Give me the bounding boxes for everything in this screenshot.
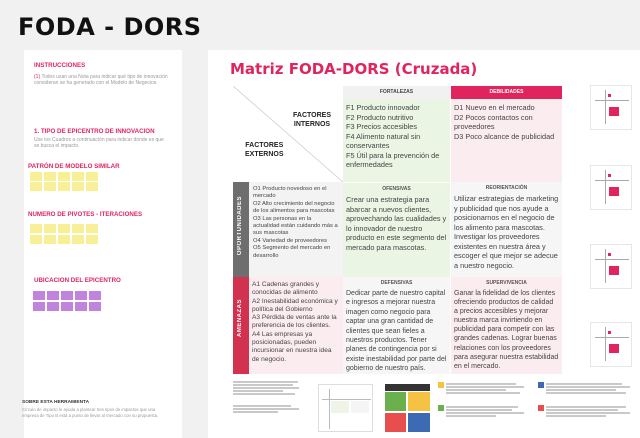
section-patron-title: PATRÓN DE MODELO SIMILAR	[28, 163, 120, 170]
fortaleza-item: F4 Alimento natural sin conservantes	[346, 131, 421, 150]
section-ubicacion-title: UBICACION DEL EPICENTRO	[34, 277, 121, 284]
thumbnail-matrix-2[interactable]	[590, 165, 632, 210]
amenazas-label-cell	[233, 277, 249, 374]
sticky-note[interactable]	[30, 224, 42, 233]
sticky-note[interactable]	[89, 302, 101, 311]
oportunidades-label-cell	[233, 182, 249, 277]
reorientacion-header: REORIENTACIÓN	[485, 185, 528, 191]
sticky-note[interactable]	[75, 291, 87, 300]
sticky-note[interactable]	[47, 302, 59, 311]
sticky-note[interactable]	[72, 224, 84, 233]
legend-text-1	[446, 383, 526, 395]
instructions-text	[34, 74, 169, 87]
sticky-note[interactable]	[58, 224, 70, 233]
sticky-note[interactable]	[44, 224, 56, 233]
instructions-body: Todos usan una Nota para indicar qué tipo de innovación consideran se ha generado con el Modelo de Negocios.	[34, 74, 168, 87]
instructions-panel	[24, 50, 182, 438]
legend-text-3	[546, 383, 632, 395]
sticky-notes-yellow-row-4[interactable]	[30, 235, 98, 244]
legend-marker-red	[538, 405, 544, 411]
sticky-note[interactable]	[47, 291, 59, 300]
fortaleza-item: F3 Precios accesibles	[346, 122, 417, 131]
fortalezas-header: FORTALEZAS	[343, 86, 450, 99]
about-text: Círculo de impacto le ayuda a plantear tres tipos de impactos que una empresa de Tipo B está a punto de llevar al mercado con su propuesta.	[22, 407, 159, 418]
debilidad-item: D2 Pocos contactos con proveedores	[454, 112, 533, 131]
corner-internal-label: FACTORES INTERNOS	[293, 112, 331, 128]
bottom-info-text	[233, 381, 303, 396]
instructions-title: INSTRUCCIONES	[34, 62, 86, 69]
sticky-note[interactable]	[58, 182, 70, 191]
sticky-note[interactable]	[58, 235, 70, 244]
sticky-note[interactable]	[30, 172, 42, 181]
sticky-note[interactable]	[44, 172, 56, 181]
debilidades-cell	[451, 99, 562, 182]
sticky-note[interactable]	[44, 182, 56, 191]
supervivencia-cell	[451, 277, 562, 374]
supervivencia-header: SUPERVIVENCIA	[486, 280, 527, 286]
legend-text-2	[446, 406, 526, 418]
sticky-note[interactable]	[86, 224, 98, 233]
thumbnail-matrix-3[interactable]	[590, 244, 632, 289]
thumbnail-blank-matrix[interactable]	[318, 384, 373, 432]
ofensivas-cell	[343, 182, 450, 277]
thumbnail-matrix-1[interactable]	[590, 85, 632, 130]
defensivas-header: DEFENSIVAS	[380, 280, 413, 286]
sticky-note[interactable]	[89, 291, 101, 300]
legend-marker-green	[438, 405, 444, 411]
amenazas-label: AMENAZAS	[237, 299, 243, 337]
ofensivas-text: Crear una estrategia para abarcar a nuevos clientes, aprovechando las cualidades y lo innovador de nuestro producto en este segmento del mercado para mascotas.	[346, 195, 447, 252]
sticky-note[interactable]	[72, 182, 84, 191]
legend-marker-yellow	[438, 382, 444, 388]
supervivencia-text: Ganar la fidelidad de los clientes ofreciendo productos de calidad a precios accesibles y mejorar nuestra marca invirtiendo en publicidad para competir con las grandes cadenas. Lograr buenas relaciones con los proveedores para asegurar nuestra estabilidad en el mercado.	[454, 290, 559, 370]
defensivas-cell	[343, 277, 450, 374]
debilidad-item: D1 Nuevo en el mercado	[454, 103, 535, 112]
sticky-notes-yellow-row-3[interactable]	[30, 224, 98, 233]
sticky-notes-yellow-row-1[interactable]	[30, 172, 98, 181]
sticky-notes-purple-row-2[interactable]	[33, 302, 101, 311]
sticky-note[interactable]	[44, 235, 56, 244]
section-epicentro-text: Use los Cuadros a continuación para indicar donde es que se busca el impacto.	[34, 137, 164, 150]
section-pivotes-title: NUMERO DE PIVOTES - ITERACIONES	[28, 211, 143, 218]
sticky-note[interactable]	[86, 182, 98, 191]
amenazas-cell: A1 Cadenas grandes y conocidas de alimento A2 Inestabilidad económica y política del Gobierno A3 Pérdida de ventas ante la preferencia de los clientes. A4 Las empresas ya posicionadas, pueden incursionar en nuestra idea de negocio.	[249, 277, 343, 374]
sticky-note[interactable]	[30, 182, 42, 191]
sticky-note[interactable]	[72, 172, 84, 181]
about-title: SOBRE ESTA HERRAMIENTA	[22, 400, 90, 405]
legend-marker-blue	[538, 382, 544, 388]
debilidades-header: DEBILIDADES	[451, 86, 562, 99]
matrix-title: Matriz FODA-DORS (Cruzada)	[230, 60, 478, 78]
sticky-notes-yellow-row-2[interactable]	[30, 182, 98, 191]
instructions-number: (1)	[34, 74, 41, 80]
sticky-note[interactable]	[33, 291, 45, 300]
fortaleza-item: F5 Útil para la prevención de enfermedades	[346, 150, 440, 169]
sticky-note[interactable]	[75, 302, 87, 311]
ofensivas-header: OFENSIVAS	[382, 186, 411, 192]
board-title: FODA - DORS	[18, 13, 202, 41]
corner-diagonal	[233, 86, 343, 182]
sticky-note[interactable]	[30, 235, 42, 244]
fortaleza-item: F2 Producto nutritivo	[346, 112, 414, 122]
sticky-note[interactable]	[72, 235, 84, 244]
fortalezas-cell	[343, 99, 450, 182]
bottom-info-text-2	[233, 405, 303, 414]
corner-external-label: FACTORES EXTERNOS	[245, 142, 284, 158]
debilidad-item: D3 Poco alcance de publicidad	[454, 131, 555, 141]
sticky-note[interactable]	[86, 172, 98, 181]
fortaleza-item: F1 Producto innovador	[346, 103, 420, 112]
defensivas-text: Dedicar parte de nuestro capital e ingresos a mejorar nuestra imagen como negocio para captar una gran cantidad de clientes que sean fieles a nuestros productos. Tener planes de contingencia por si existe inestabilidad por parte del gobierno de nuestro país.	[346, 290, 447, 373]
reorientacion-cell	[451, 182, 562, 277]
sticky-note[interactable]	[33, 302, 45, 311]
sticky-note[interactable]	[61, 302, 73, 311]
reorientacion-text: Utilizar estrategias de marketing y publicidad que nos ayude a posicionarnos en el negocio de los alimento para mascotas. Investigar los proveedores existentes en nuestra área y escoger el que mejor se adecue a nuestro negocio.	[454, 194, 559, 270]
thumbnail-color-matrix[interactable]	[385, 384, 430, 432]
legend-text-4	[546, 406, 632, 418]
sticky-note[interactable]	[58, 172, 70, 181]
diagonal-line	[233, 86, 343, 182]
sticky-notes-purple-row-1[interactable]	[33, 291, 101, 300]
section-epicentro-title: 1. TIPO DE EPICENTRO DE INNOVACION	[34, 128, 155, 135]
oportunidades-label: OPORTUNIDADES	[237, 196, 243, 256]
sticky-note[interactable]	[86, 235, 98, 244]
oportunidades-cell: O1 Producto novedoso en el mercado O2 Alto crecimiento del negocio de los alimentos para mascotas O3 Las personas en la actualidad están cuidando más a sus mascotas O4 Variedad de proveedores O5 Segmento del mercado en desarrollo	[249, 182, 343, 277]
sticky-note[interactable]	[61, 291, 73, 300]
thumbnail-matrix-4[interactable]	[590, 322, 632, 367]
